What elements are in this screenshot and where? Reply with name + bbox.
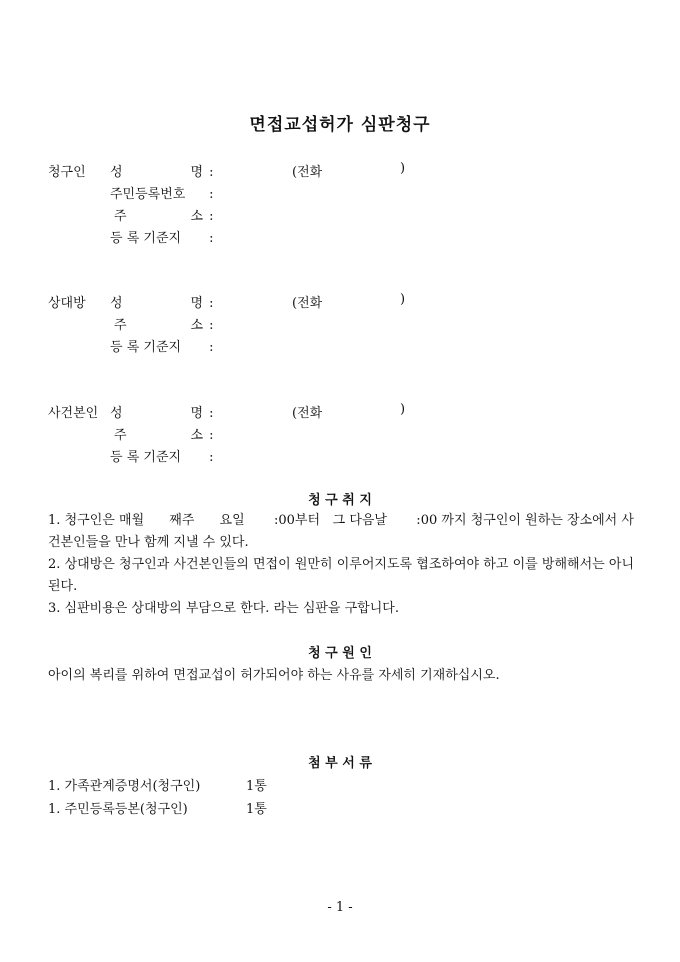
field-label: 등 록 기준지 [110,450,182,465]
purpose-item: 1. 청구인은 매월 째주 요일 :00부터 그 다음날 :00 까지 청구인이 원하는 장소에서 사건본인들을 만나 함께 지낼 수 있다. [48,513,634,550]
phone-label: (전화 [292,406,323,421]
party-label: 청구인 [48,165,86,180]
attachment-count: 1통 [246,802,267,817]
field-label-char: 명 [190,406,203,421]
phone-close: ) [400,161,406,176]
field-label-char: 소 [190,209,203,224]
field-colon: : [209,165,214,180]
field-label-char: 주 [114,209,127,224]
field-colon: : [209,340,214,355]
field-row-name [110,292,214,311]
field-label-char: 명 [190,165,203,180]
attachment-label: 1. 주민등록등본(청구인) [48,802,188,817]
field-colon: : [209,318,214,333]
attachment-count: 1통 [246,779,267,794]
field-colon: : [209,231,214,246]
field-label-char: 주 [114,428,127,443]
field-row-address [110,314,214,333]
field-label: 등 록 기준지 [110,231,182,246]
attachments-heading: 첨 부 서 류 [308,756,372,771]
field-label-char: 성 [110,296,123,311]
field-label-char: 소 [190,428,203,443]
phone-close: ) [400,292,406,307]
field-row-registry-base [110,446,214,465]
field-row-address [110,205,214,224]
field-row-registry-base [110,336,214,355]
purpose-heading: 청 구 취 지 [308,493,372,508]
field-row-address [110,424,214,443]
field-row-resident-number [110,183,214,202]
field-row-name [110,402,214,421]
party-label: 상대방 [48,296,86,311]
purpose-body [48,510,634,620]
field-label: 주민등록번호 [110,187,186,202]
field-colon: : [209,450,214,465]
field-label-char: 명 [190,296,203,311]
field-row-name [110,161,214,180]
cause-text: 아이의 복리를 위하여 면접교섭이 허가되어야 하는 사유를 자세히 기재하십시오. [48,668,500,683]
field-colon: : [209,296,214,311]
phone-label: (전화 [292,296,323,311]
page-number: - 1 - [327,900,353,915]
field-colon: : [209,428,214,443]
field-label-char: 소 [190,318,203,333]
phone-close: ) [400,402,406,417]
field-colon: : [209,209,214,224]
field-colon: : [209,187,214,202]
purpose-item: 3. 심판비용은 상대방의 부담으로 한다. 라는 심판을 구합니다. [48,601,399,616]
cause-heading: 청 구 원 인 [308,646,372,661]
field-label-char: 성 [110,165,123,180]
field-label-char: 성 [110,406,123,421]
attachment-label: 1. 가족관계증명서(청구인) [48,779,201,794]
phone-label: (전화 [292,165,323,180]
party-label: 사건본인 [48,406,99,421]
page-title: 면접교섭허가 심판청구 [249,115,431,135]
field-row-registry-base [110,227,214,246]
field-label: 등 록 기준지 [110,340,182,355]
field-label-char: 주 [114,318,127,333]
field-colon: : [209,406,214,421]
purpose-item: 2. 상대방은 청구인과 사건본인들의 면접이 원만히 이루어지도록 협조하여야 하고 이를 방해해서는 아니된다. [48,557,634,594]
